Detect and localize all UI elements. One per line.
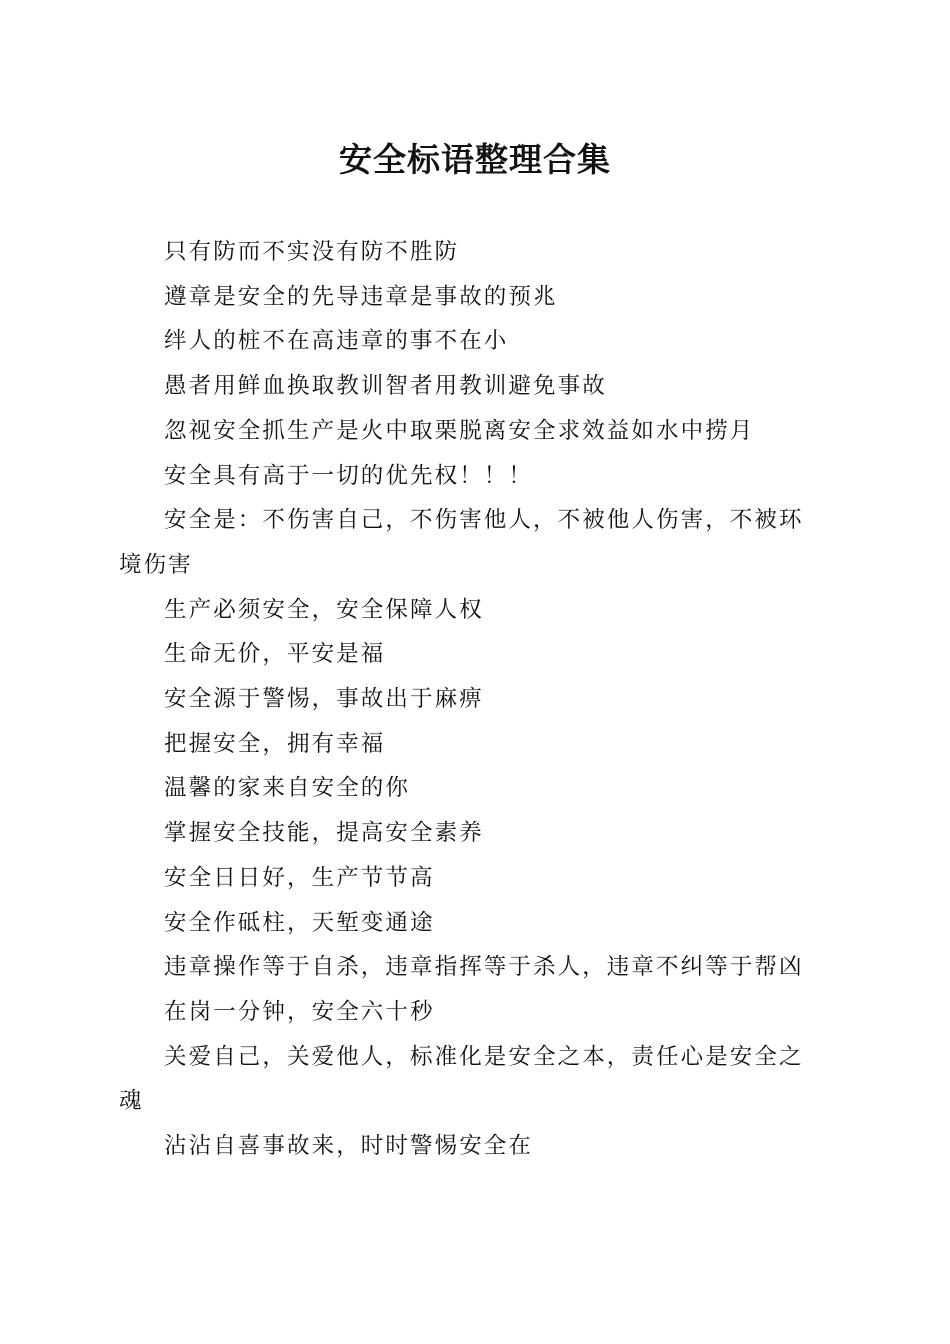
slogan-paragraph: 忽视安全抓生产是火中取栗脱离安全求效益如水中捞月 bbox=[164, 417, 755, 444]
slogan-paragraph: 违章操作等于自杀，违章指挥等于杀人，违章不纠等于帮凶 bbox=[164, 954, 804, 981]
slogan-paragraph: 安全作砥柱，天堑变通途 bbox=[164, 909, 435, 936]
slogan-paragraph: 在岗一分钟，安全六十秒 bbox=[164, 998, 435, 1025]
slogan-paragraph: 关爱自己，关爱他人，标准化是安全之本，责任心是安全之魂 bbox=[119, 1043, 804, 1115]
slogan-paragraph: 生产必须安全，安全保障人权 bbox=[164, 596, 484, 623]
slogan-paragraph: 安全日日好，生产节节高 bbox=[164, 864, 435, 891]
slogan-paragraph: 掌握安全技能，提高安全素养 bbox=[164, 820, 484, 847]
slogan-paragraph: 把握安全，拥有幸福 bbox=[164, 730, 386, 757]
slogan-paragraph: 生命无价，平安是福 bbox=[164, 641, 386, 668]
slogan-paragraph: 愚者用鲜血换取教训智者用教训避免事故 bbox=[164, 373, 607, 400]
slogan-paragraph: 沾沾自喜事故来，时时警惕安全在 bbox=[164, 1133, 534, 1160]
slogan-paragraph: 遵章是安全的先导违章是事故的预兆 bbox=[164, 283, 558, 310]
document-title: 安全标语整理合集 bbox=[339, 140, 611, 179]
document-body bbox=[119, 230, 825, 1169]
slogan-paragraph: 只有防而不实没有防不胜防 bbox=[164, 239, 460, 265]
slogan-paragraph: 安全具有高于一切的优先权！！！ bbox=[164, 462, 534, 489]
slogan-paragraph: 安全是：不伤害自己，不伤害他人，不被他人伤害，不被环境伤害 bbox=[119, 507, 804, 578]
slogan-paragraph: 安全源于警惕，事故出于麻痹 bbox=[164, 686, 484, 713]
slogan-paragraph: 温馨的家来自安全的你 bbox=[164, 775, 411, 802]
slogan-paragraph: 绊人的桩不在高违章的事不在小 bbox=[164, 328, 509, 355]
